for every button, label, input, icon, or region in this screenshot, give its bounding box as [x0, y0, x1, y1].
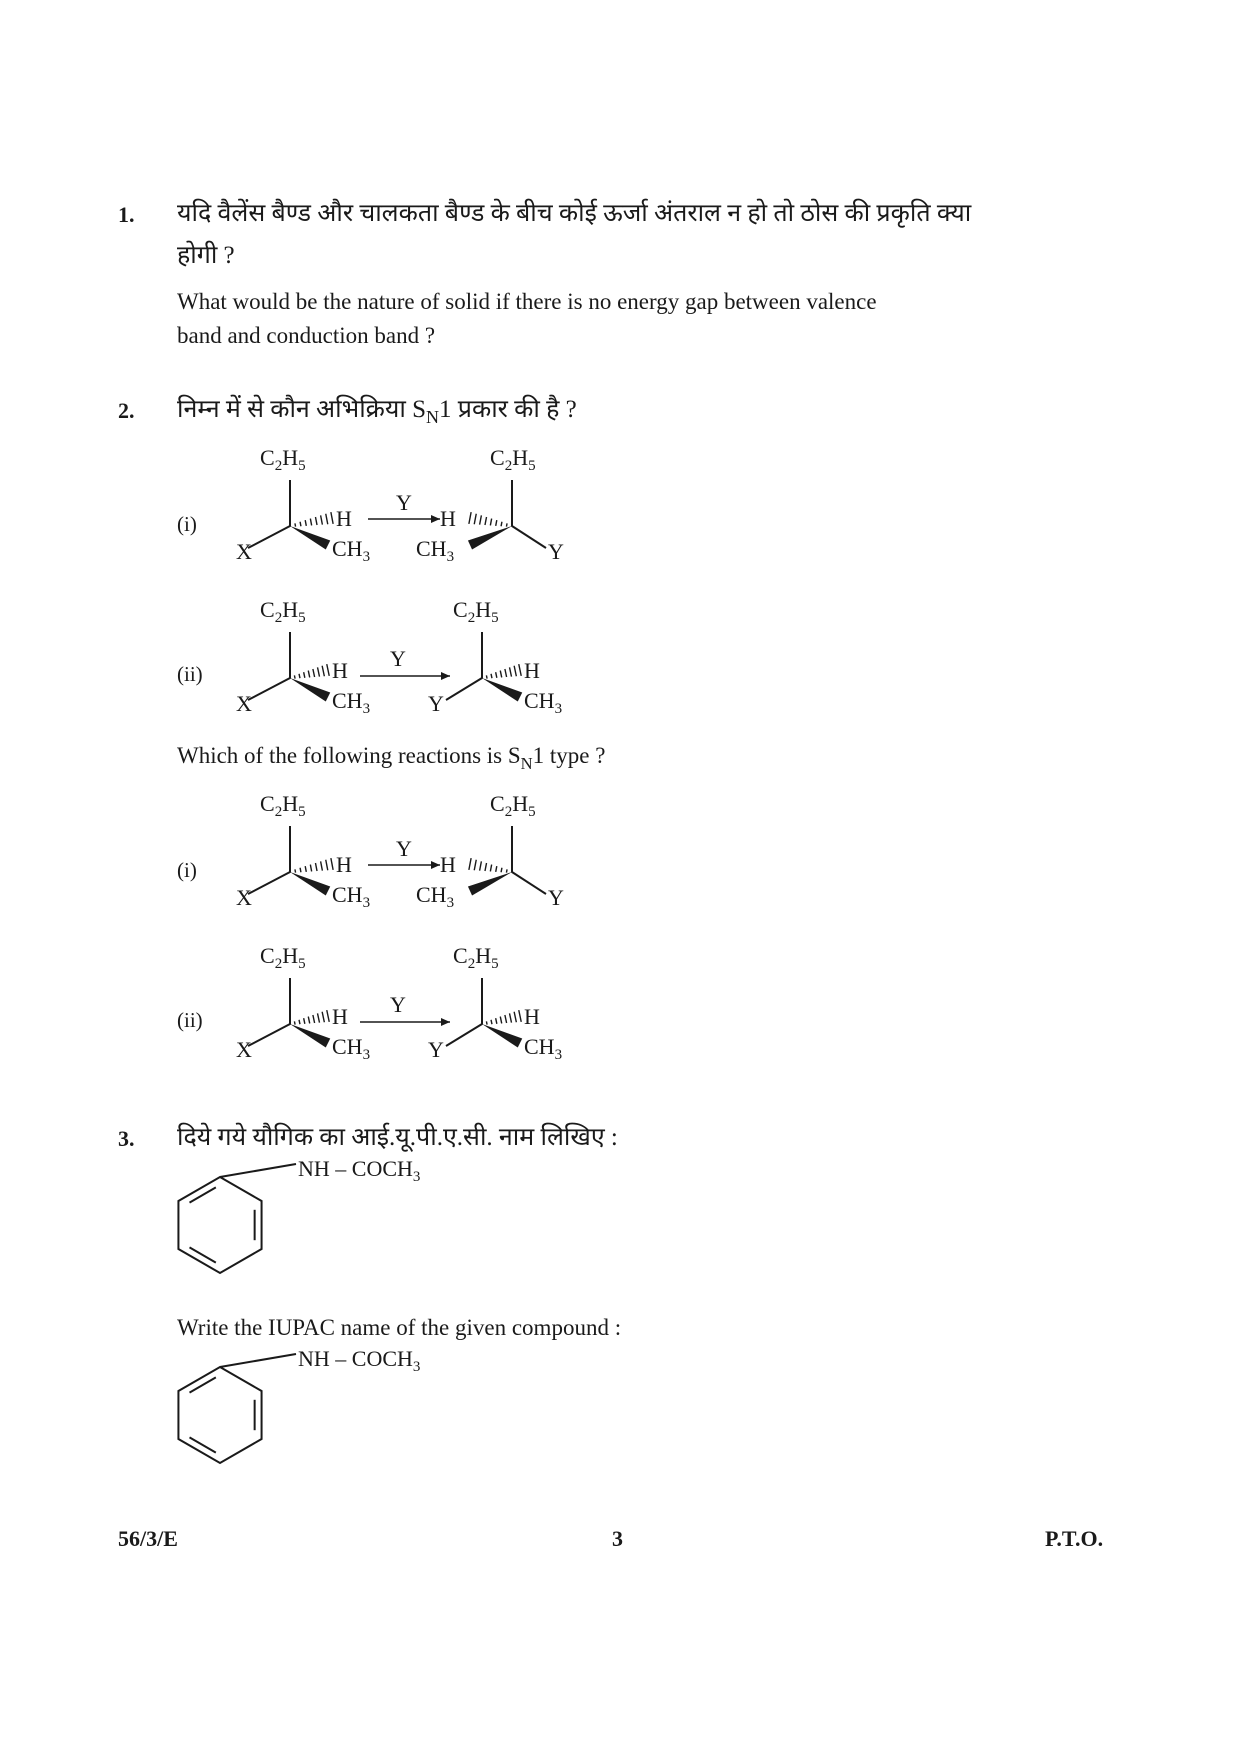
reagent-label: Y: [396, 490, 412, 515]
h-label-product: H: [440, 852, 456, 877]
reaction-label-ii-english: (ii): [177, 1008, 203, 1032]
bond-ring-nitrogen: [220, 1354, 296, 1367]
wedge-bond-ch3-product: [468, 872, 512, 896]
wedge-bond-ch3-product: [468, 526, 512, 550]
h-label-reactant: H: [332, 658, 348, 683]
bond-c-x: [248, 678, 290, 700]
ethyl-label-product: $C_2H_5$: [490, 791, 536, 820]
question-1-number: 1.: [118, 202, 135, 227]
question-1-hindi-line-1: यदि वैलेंस बैण्ड और चालकता बैण्ड के बीच कोई ऊर्जा अंतराल न हो तो ठोस की प्रकृति क्या: [177, 200, 972, 227]
reaction-label-i: (i): [177, 512, 197, 536]
question-3-hindi: दिये गये यौगिक का आई.यू.पी.ए.सी. नाम लिखिए :: [177, 1124, 618, 1151]
methyl-label-product: $CH_3$: [524, 688, 563, 717]
reaction-arrow: [360, 672, 450, 680]
ring-double-bond-3: [190, 1187, 216, 1202]
reaction-label-ii: (ii): [177, 662, 203, 686]
hashed-bond-h-reactant: [290, 664, 329, 679]
please-turn-over: P.T.O.: [1045, 1526, 1104, 1551]
paper-code: 56/3/E: [118, 1526, 178, 1551]
h-label-reactant: H: [332, 1004, 348, 1029]
amide-group-label: NH – $COCH_3$: [298, 1156, 421, 1185]
wedge-bond-ch3-reactant: [290, 872, 330, 895]
reaction-i-scheme: [220, 438, 600, 563]
methyl-label-reactant: $CH_3$: [332, 688, 371, 717]
ethyl-label-product: $C_2H_5$: [453, 943, 499, 972]
h-label-product: H: [440, 506, 456, 531]
hashed-bond-h-product: [469, 858, 512, 873]
y-label: Y: [428, 1037, 444, 1062]
hashed-bond-h-product: [469, 512, 512, 527]
y-label: Y: [548, 885, 564, 910]
ethyl-label-reactant: $C_2H_5$: [260, 791, 306, 820]
bond-c-y: [512, 872, 546, 894]
y-label: Y: [548, 539, 564, 564]
ethyl-label-reactant: $C_2H_5$: [260, 943, 306, 972]
reaction-ii-scheme-english: [220, 936, 600, 1061]
methyl-label-product: $CH_3$: [416, 882, 455, 911]
reagent-label: Y: [390, 646, 406, 671]
benzene-ring: [178, 1367, 261, 1463]
ethyl-label-reactant: $C_2H_5$: [260, 597, 306, 626]
bond-c-x: [248, 526, 290, 548]
wedge-bond-ch3-reactant: [290, 526, 330, 549]
question-2-number: 2.: [118, 398, 135, 423]
reaction-ii-scheme: [220, 590, 600, 715]
amide-group-label: NH – $COCH_3$: [298, 1346, 421, 1375]
hashed-bond-h-reactant: [290, 858, 333, 873]
x-label: X: [236, 1037, 252, 1062]
wedge-bond-ch3-reactant: [290, 678, 330, 701]
bond-ring-nitrogen: [220, 1164, 296, 1177]
wedge-bond-ch3-product: [482, 678, 522, 701]
reaction-arrow: [368, 515, 440, 523]
hashed-bond-h-product: [482, 664, 521, 679]
bond-c-x: [248, 1024, 290, 1046]
methyl-label-reactant: $CH_3$: [332, 1034, 371, 1063]
wedge-bond-ch3-reactant: [290, 1024, 330, 1047]
question-3-number: 3.: [118, 1126, 135, 1151]
reagent-label: Y: [390, 992, 406, 1017]
question-3-english: Write the IUPAC name of the given compound :: [177, 1315, 622, 1340]
hashed-bond-h-product: [482, 1010, 521, 1025]
ethyl-label-product: $C_2H_5$: [453, 597, 499, 626]
benzene-ring: [178, 1177, 261, 1273]
ring-double-bond-3: [190, 1377, 216, 1392]
methyl-label-reactant: $CH_3$: [332, 882, 371, 911]
wedge-bond-ch3-product: [482, 1024, 522, 1047]
hashed-bond-h-reactant: [290, 512, 333, 527]
reaction-arrow: [368, 861, 440, 869]
reaction-label-i-english: (i): [177, 858, 197, 882]
reaction-arrow: [360, 1018, 450, 1026]
h-label-reactant: H: [336, 852, 352, 877]
question-1-english-line-1: What would be the nature of solid if there is no energy gap between valence: [177, 289, 877, 314]
acetanilide-structure: [170, 1156, 490, 1270]
ring-double-bond-2: [190, 1437, 216, 1452]
bond-c-y: [512, 526, 546, 548]
y-label: Y: [428, 691, 444, 716]
x-label: X: [236, 885, 252, 910]
bond-c-y: [446, 678, 482, 700]
x-label: X: [236, 539, 252, 564]
reaction-i-scheme-english: [220, 784, 600, 909]
ethyl-label-reactant: $C_2H_5$: [260, 445, 306, 474]
h-label-reactant: H: [336, 506, 352, 531]
acetanilide-structure-english: [170, 1346, 490, 1460]
ring-double-bond-2: [190, 1247, 216, 1262]
methyl-label-product: $CH_3$: [416, 536, 455, 565]
ethyl-label-product: $C_2H_5$: [490, 445, 536, 474]
question-2-hindi: निम्न में से कौन अभिक्रिया $S_N1$ प्रकार की है ?: [177, 396, 577, 428]
x-label: X: [236, 691, 252, 716]
h-label-product: H: [524, 1004, 540, 1029]
question-1-hindi-line-2: होगी ?: [177, 242, 235, 269]
methyl-label-reactant: $CH_3$: [332, 536, 371, 565]
page-number: 3: [612, 1526, 623, 1551]
reagent-label: Y: [396, 836, 412, 861]
bond-c-x: [248, 872, 290, 894]
methyl-label-product: $CH_3$: [524, 1034, 563, 1063]
hashed-bond-h-reactant: [290, 1010, 329, 1025]
question-2-english: Which of the following reactions is $S_N1$ type ?: [177, 743, 606, 773]
question-1-english-line-2: band and conduction band ?: [177, 323, 436, 348]
h-label-product: H: [524, 658, 540, 683]
bond-c-y: [446, 1024, 482, 1046]
